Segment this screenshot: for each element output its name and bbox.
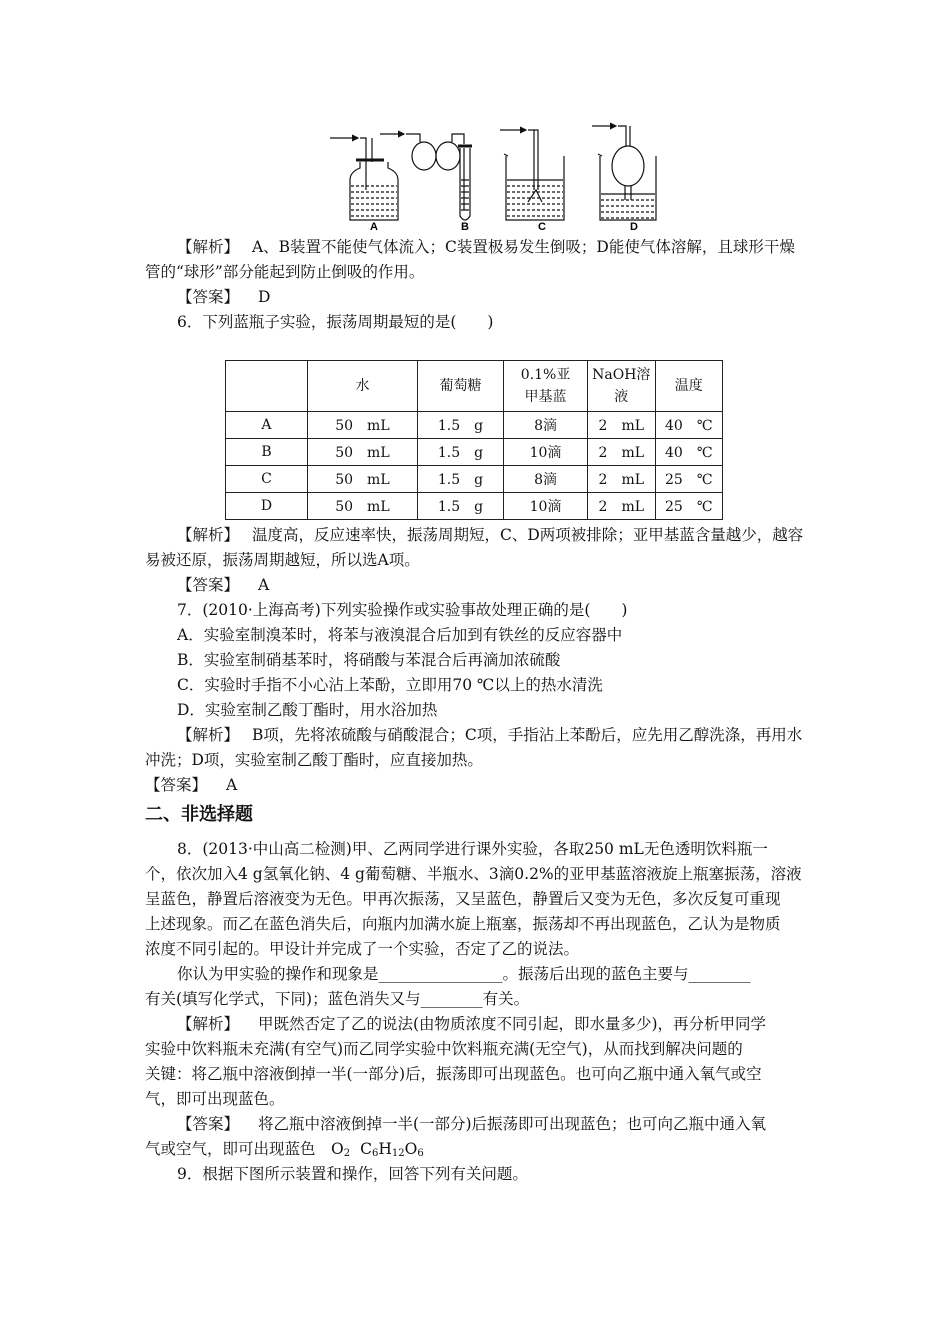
- figure-label-d: D: [630, 221, 638, 232]
- table-cell: D: [226, 493, 308, 520]
- q7-analysis-line2: 冲洗；D项，实验室制乙酸丁酯时，应直接加热。: [145, 751, 483, 769]
- table-cell: C: [226, 466, 308, 493]
- q8-analysis-line: 气，即可出现蓝色。: [145, 1090, 285, 1108]
- answer-tag: 【答案】: [145, 776, 208, 794]
- q8-analysis-line: 关键：将乙瓶中溶液倒掉一半(一部分)后，振荡即可出现蓝色。也可向乙瓶中通入氧气或空: [145, 1065, 762, 1083]
- analysis-text: 温度高，反应速率快，振荡周期短，C、D两项被排除；亚甲基蓝含量越少，越容: [251, 526, 804, 544]
- q6-table: [225, 360, 723, 520]
- table-cell: 2 mL: [588, 493, 655, 520]
- table-cell: 40 ℃: [655, 412, 723, 439]
- q8-stem-line: 8．(2013·中山高二检测)甲、乙两同学进行课外实验，各取250 mL无色透明饮料瓶一: [177, 840, 768, 858]
- analysis-tag: 【解析】: [177, 526, 240, 544]
- q8-stem-line: 浓度不同引起的。甲设计并完成了一个实验，否定了乙的说法。: [145, 940, 580, 958]
- table-header-row: [226, 361, 723, 412]
- q8-answer-line: [145, 1138, 424, 1165]
- table-cell: 50 mL: [307, 466, 417, 493]
- analysis-text: B项，先将浓硫酸与硝酸混合；C项，手指沾上苯酚后，应先用乙醇洗涤，再用水: [251, 726, 803, 744]
- table-header-cell: 0.1%亚 甲基蓝: [504, 361, 588, 412]
- analysis-tag: 【解析】: [177, 726, 240, 744]
- analysis-text: A、B装置不能使气体流入；C装置极易发生倒吸；D能使气体溶解，且球形干燥: [251, 238, 795, 256]
- q7-option-c: C．实验时手指不小心沾上苯酚，立即用70 ℃以上的热水清洗: [177, 676, 603, 694]
- q7-answer: [145, 774, 237, 796]
- table-row: [226, 493, 723, 520]
- table-header-cell: 葡萄糖: [417, 361, 503, 412]
- q7-option-d: D．实验室制乙酸丁酯时，用水浴加热: [177, 701, 438, 719]
- q7-option-a: A．实验室制溴苯时，将苯与液溴混合后加到有铁丝的反应容器中: [177, 626, 623, 644]
- figure-label-b: B: [461, 221, 469, 232]
- table-row: [226, 466, 723, 493]
- figure-label-c: C: [538, 221, 546, 232]
- q8-stem-line: 个，依次加入4 g氢氧化钠、4 g葡萄糖、半瓶水、3滴0.2%的亚甲基蓝溶液旋上瓶塞振荡，溶液: [145, 865, 802, 883]
- q8-analysis-line: [177, 1013, 766, 1035]
- table-cell: 50 mL: [307, 412, 417, 439]
- table-cell: 2 mL: [588, 412, 655, 439]
- analysis-tag: 【解析】: [177, 238, 240, 256]
- analysis-tag: 【解析】: [177, 1015, 240, 1033]
- q8-stem-line: 呈蓝色，静置后溶液变为无色。甲再次振荡，又呈蓝色，静置后又变为无色，多次反复可重现: [145, 890, 781, 908]
- table-cell: 2 mL: [588, 466, 655, 493]
- q6-analysis-line1: [177, 524, 803, 546]
- table-header-cell: 温度: [655, 361, 723, 412]
- table-cell: 1.5 g: [417, 493, 503, 520]
- q6-answer: [177, 574, 269, 596]
- q7-stem: 7．(2010·上海高考)下列实验操作或实验事故处理正确的是( ): [177, 601, 628, 619]
- table-cell: 8滴: [504, 412, 588, 439]
- answer-tag: 【答案】: [177, 1115, 240, 1133]
- q8-question-line: 有关(填写化学式，下同)；蓝色消失又与________有关。: [145, 990, 530, 1008]
- table-cell: 10滴: [504, 439, 588, 466]
- table-row: [226, 439, 723, 466]
- answer-text: 气或空气，即可出现蓝色 O: [145, 1140, 344, 1158]
- q5-analysis-line1: [177, 236, 795, 258]
- answer-value: D: [257, 288, 271, 306]
- q8-question-line: 你认为甲实验的操作和现象是________________。振荡后出现的蓝色主要与________: [177, 965, 751, 983]
- table-cell: 1.5 g: [417, 466, 503, 493]
- apparatus-figure: [320, 120, 660, 232]
- answer-tag: 【答案】: [177, 576, 240, 594]
- q5-answer: [177, 286, 270, 308]
- answer-tag: 【答案】: [177, 288, 240, 306]
- answer-value: A: [257, 576, 270, 594]
- table-cell: 50 mL: [307, 439, 417, 466]
- section-heading: 二、非选择题: [145, 804, 253, 825]
- table-cell: 25 ℃: [655, 493, 723, 520]
- table-cell: 25 ℃: [655, 466, 723, 493]
- answer-text: 将乙瓶中溶液倒掉一半(一部分)后振荡即可出现蓝色；也可向乙瓶中通入氧: [257, 1115, 767, 1133]
- table-header-cell: NaOH溶 液: [588, 361, 655, 412]
- table-cell: 2 mL: [588, 439, 655, 466]
- table-cell: 50 mL: [307, 493, 417, 520]
- q6-stem: 6．下列蓝瓶子实验，振荡周期最短的是( ): [177, 313, 494, 331]
- q9-stem: 9．根据下图所示装置和操作，回答下列有关问题。: [177, 1165, 528, 1183]
- table-header-cell: [226, 361, 308, 412]
- table-header-cell: 水: [307, 361, 417, 412]
- q6-analysis-line2: 易被还原，振荡周期越短，所以选A项。: [145, 551, 420, 569]
- q8-stem-line: 上述现象。而乙在蓝色消失后，向瓶内加满水旋上瓶塞，振荡却不再出现蓝色，乙认为是物质: [145, 915, 781, 933]
- q7-option-b: B．实验室制硝基苯时，将硝酸与苯混合后再滴加浓硫酸: [177, 651, 561, 669]
- apparatus-diagram: [320, 120, 660, 232]
- table-cell: 1.5 g: [417, 439, 503, 466]
- table-cell: 10滴: [504, 493, 588, 520]
- table-cell: 40 ℃: [655, 439, 723, 466]
- answer-value: A: [225, 776, 238, 794]
- q8-answer-line: [177, 1113, 766, 1135]
- glucose-formula: $C_6H_{12}O_6$: [360, 1140, 424, 1159]
- q8-analysis-line: 实验中饮料瓶未充满(有空气)而乙同学实验中饮料瓶充满(无空气)，从而找到解决问题的: [145, 1040, 743, 1058]
- table-cell: 1.5 g: [417, 412, 503, 439]
- table-row: [226, 412, 723, 439]
- table-cell: A: [226, 412, 308, 439]
- formula-subscript: 2: [343, 1148, 351, 1159]
- figure-label-a: A: [370, 221, 378, 232]
- analysis-text: 甲既然否定了乙的说法(由物质浓度不同引起，即水量多少)，再分析甲同学: [257, 1015, 767, 1033]
- q5-analysis-line2: 管的“球形”部分能起到防止倒吸的作用。: [145, 263, 425, 281]
- table-cell: B: [226, 439, 308, 466]
- table-cell: 8滴: [504, 466, 588, 493]
- q7-analysis-line1: [177, 724, 802, 746]
